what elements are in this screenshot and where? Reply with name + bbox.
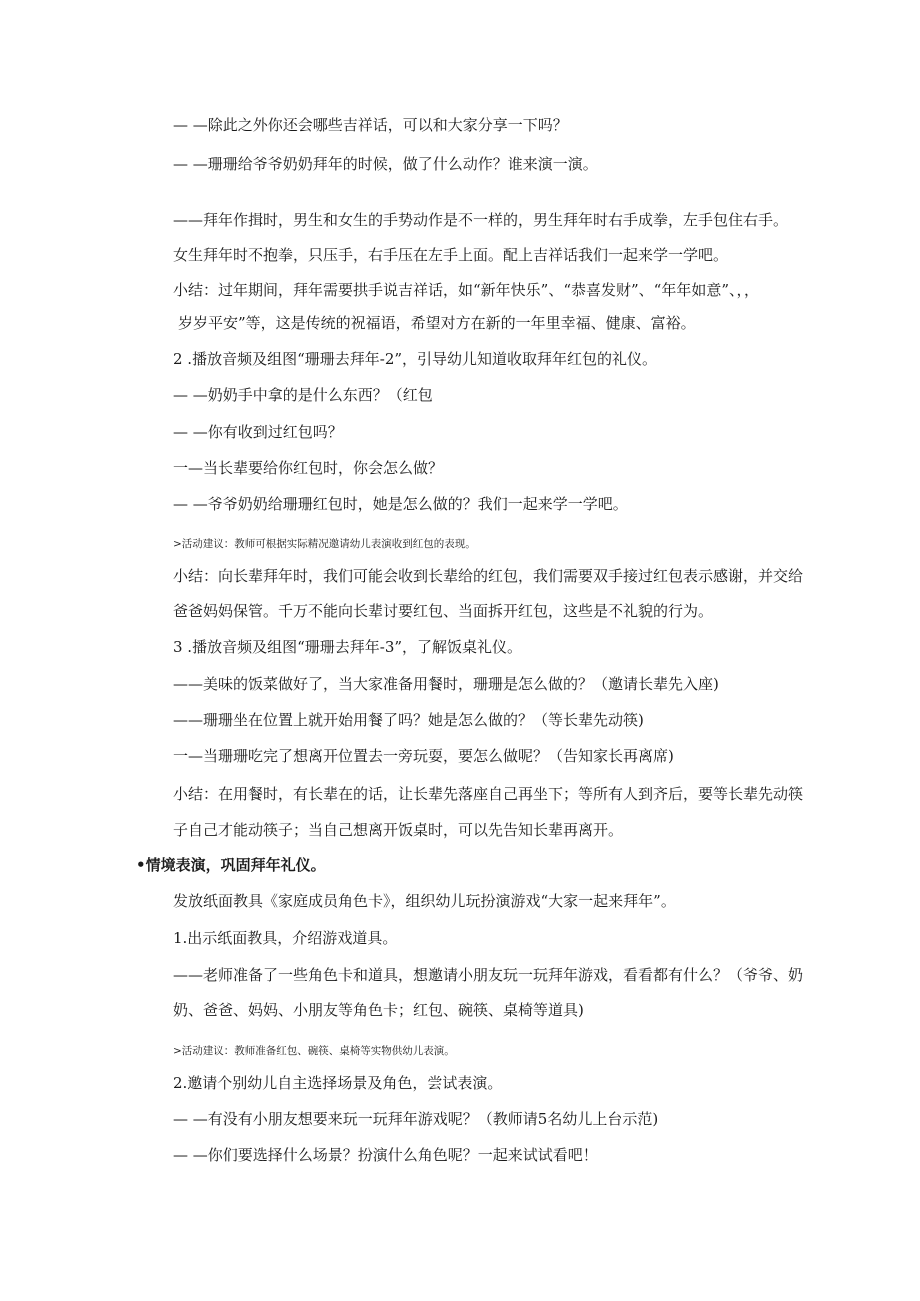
step-heading: 2 .播放音频及组图“珊珊去拜年-2”，引导幼儿知道收取拜年红包的礼仪。 — [173, 350, 658, 368]
dialogue-line: ——拜年作揖时，男生和女生的手势动作是不一样的，男生拜年时右手成拳，左手包住右手。 — [173, 211, 789, 229]
dialogue-line: ——老师准备了一些角色卡和道具，想邀请小朋友玩一玩拜年游戏，看看都有什么？（爷爷、奶 — [173, 966, 804, 984]
activity-suggestion: >活动建议：教师可根据实际精况邀请幼儿表演收到红包的表现。 — [173, 538, 476, 550]
dialogue-line: 奶、爸爸、妈妈、小朋友等角色卡；红包、碗筷、桌椅等道具) — [173, 1001, 584, 1019]
dialogue-line: — —爷爷奶奶给珊珊红包时，她是怎么做的？我们一起来学一学吧。 — [173, 495, 628, 513]
summary-text: 小结：向长辈拜年时，我们可能会收到长辈给的红包，我们需要双手接过红包表示感谢，并交给 — [173, 567, 804, 585]
summary-text: 子自己才能动筷子；当自己想离开饭桌时，可以先告知长辈再离开。 — [173, 821, 624, 839]
body-text: 女生拜年时不抱拳，只压手，右手压在左手上面。配上吉祥话我们一起来学一学吧。 — [173, 246, 729, 264]
summary-text: 爸爸妈妈保管。千万不能向长辈讨要红包、当面拆开红包，这些是不礼貌的行为。 — [173, 602, 714, 620]
dialogue-line: — —你有收到过红包吗？ — [173, 423, 343, 441]
step-heading: 2.邀请个别幼儿自主选择场景及角色，尝试表演。 — [173, 1074, 503, 1092]
section-heading: •情境表演，巩固拜年礼仪。 — [136, 856, 326, 874]
dialogue-line: — —你们要选择什么场景？扮演什么角色呢？一起来试试看吧！ — [173, 1146, 598, 1164]
step-heading: 1.出示纸面教具，介绍游戏道具。 — [173, 929, 398, 947]
dialogue-line: 一—当珊珊吃完了想离开位置去一旁玩耍，要怎么做呢？（告知家长再离席) — [173, 747, 674, 765]
dialogue-line: — —奶奶手中拿的是什么东西？（红包 — [173, 386, 433, 404]
dialogue-line: — —除此之外你还会哪些吉祥话，可以和大家分享一下吗？ — [173, 116, 568, 134]
activity-suggestion: >活动建议：教师准备红包、碗筷、桌椅等实物供幼儿表演。 — [173, 1045, 455, 1057]
summary-text: 小结：在用餐时，有长辈在的话，让长辈先落座自己再坐下；等所有人到齐后，要等长辈先动筷 — [173, 785, 804, 803]
dialogue-line: 一—当长辈要给你红包时，你会怎么做？ — [173, 459, 444, 477]
dialogue-line: — —珊珊给爷爷奶奶拜年的时候，做了什么动作？谁来演一演。 — [173, 155, 598, 173]
summary-text: 岁岁平安”等，这是传统的祝福语，希望对方在新的一年里幸福、健康、富裕。 — [178, 314, 696, 332]
summary-text: 小结：过年期间，拜年需要拱手说吉祥话，如“新年快乐”、“恭喜发财”、“年年如意”、，， — [173, 281, 760, 299]
dialogue-line: ——美味的饭菜做好了，当大家准备用餐时，珊珊是怎么做的？（邀请长辈先入座) — [173, 675, 719, 693]
dialogue-line: — —有没有小朋友想要来玩一玩拜年游戏呢？（教师请5名幼儿上台示范) — [173, 1110, 659, 1128]
step-heading: 3 .播放音频及组图“珊珊去拜年-3”，了解饭桌礼仪。 — [173, 638, 523, 656]
dialogue-line: ——珊珊坐在位置上就开始用餐了吗？她是怎么做的？（等长辈先动筷) — [173, 711, 644, 729]
body-text: 发放纸面教具《家庭成员角色卡》，组织幼儿玩扮演游戏“大家一起来拜年”。 — [173, 892, 676, 910]
